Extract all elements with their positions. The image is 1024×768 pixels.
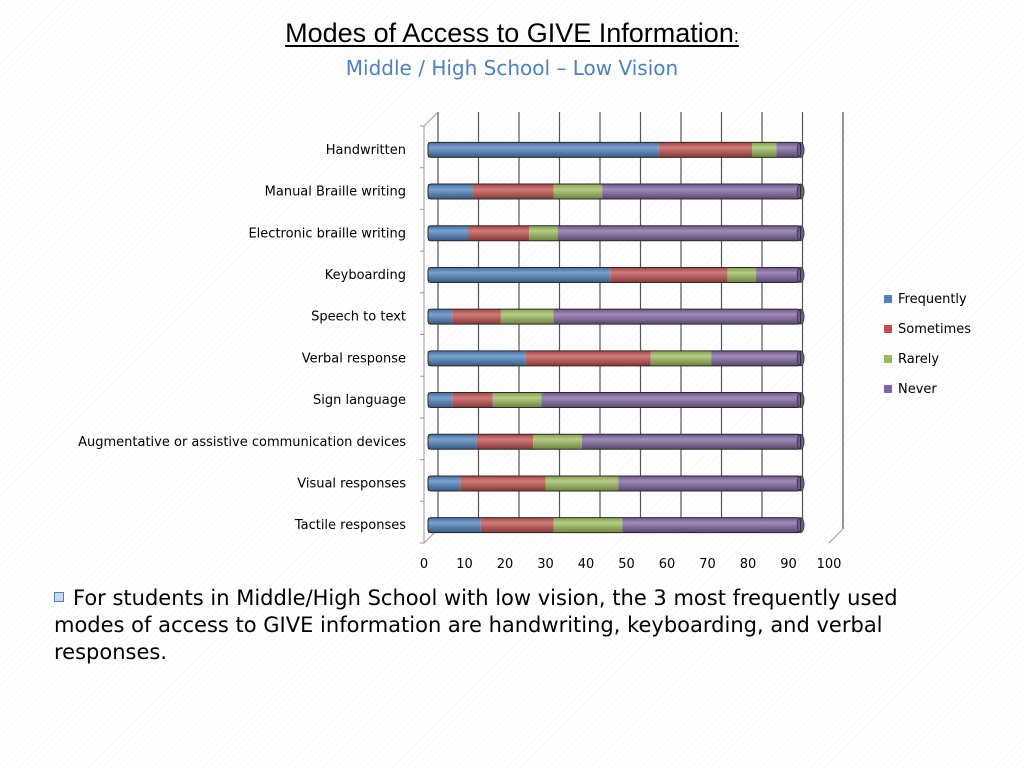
bar-sometimes <box>481 518 554 533</box>
summary-text: For students in Middle/High School with low vision, the 3 most frequently used modes of access to GIVE information are handwriting, keyboarding, and verbal responses. <box>54 586 898 664</box>
category-label: Sign language <box>312 393 406 409</box>
bar-rarely <box>554 184 603 199</box>
bar-sometimes <box>452 393 493 408</box>
bar-sometimes <box>610 267 727 282</box>
legend-label: Never <box>898 382 937 397</box>
bar-frequently <box>428 142 659 157</box>
x-tick-label: 40 <box>577 557 595 572</box>
x-tick-label: 50 <box>618 557 635 572</box>
bar-sometimes <box>525 351 651 366</box>
x-tick-label: 30 <box>537 557 554 572</box>
category-label: Augmentative or assistive communication devices <box>78 434 406 450</box>
axis-depth-line <box>424 112 438 126</box>
category-label: Handwritten <box>325 142 406 158</box>
bar-frequently <box>428 184 473 199</box>
bar-sometimes <box>477 434 534 449</box>
summary-note <box>54 585 974 666</box>
bar-rarely <box>501 309 554 324</box>
bar-never <box>712 351 801 366</box>
category-label: Verbal response <box>301 351 406 367</box>
bar-never <box>622 518 800 533</box>
bar-never <box>541 393 800 408</box>
bar-frequently <box>428 351 525 366</box>
bar-frequently <box>428 309 452 324</box>
x-tick-label: 70 <box>699 557 716 572</box>
x-tick-label: 20 <box>496 557 514 572</box>
category-label: Manual Braille writing <box>264 184 406 200</box>
category-label: Visual responses <box>297 476 406 492</box>
bar-rarely <box>533 434 582 449</box>
square-bullet-icon <box>54 592 64 602</box>
bar-rarely <box>651 351 712 366</box>
bar-rarely <box>554 518 623 533</box>
bar-frequently <box>428 393 452 408</box>
category-label: Keyboarding <box>324 267 406 283</box>
x-tick-label: 10 <box>456 557 473 572</box>
chart-title: Modes of Access to GIVE Information: <box>285 18 739 48</box>
x-tick-label: 60 <box>658 557 676 572</box>
bar-never <box>582 434 801 449</box>
bar-frequently <box>428 476 460 491</box>
bar-never <box>756 267 801 282</box>
bar-frequently <box>428 267 610 282</box>
bar-rarely <box>493 393 542 408</box>
legend-label: Rarely <box>898 352 940 367</box>
bar-rarely <box>545 476 618 491</box>
legend-swatch-rarely <box>884 355 892 363</box>
bar-never <box>558 226 801 241</box>
axis-depth-line <box>829 529 843 543</box>
x-tick-label: 90 <box>780 557 797 572</box>
legend-label: Frequently <box>898 292 967 307</box>
bar-frequently <box>428 434 477 449</box>
category-label: Speech to text <box>311 309 406 325</box>
x-tick-label: 0 <box>419 557 429 572</box>
chart-subtitle: Middle / High School – Low Vision <box>345 56 679 80</box>
bar-rarely <box>752 142 776 157</box>
bar-frequently <box>428 226 469 241</box>
bar-frequently <box>428 518 481 533</box>
bar-sometimes <box>473 184 554 199</box>
legend-label: Sometimes <box>898 322 972 337</box>
legend-swatch-never <box>884 385 892 393</box>
bar-rarely <box>529 226 557 241</box>
x-tick-label: 80 <box>739 557 757 572</box>
bar-never <box>554 309 801 324</box>
bar-never <box>618 476 800 491</box>
x-tick-label: 100 <box>816 557 842 572</box>
legend-swatch-frequently <box>884 295 892 303</box>
category-label: Tactile responses <box>294 518 406 534</box>
bar-sometimes <box>659 142 752 157</box>
bar-rarely <box>728 267 756 282</box>
bar-sometimes <box>469 226 530 241</box>
bar-sometimes <box>452 309 501 324</box>
bar-sometimes <box>460 476 545 491</box>
bar-never <box>602 184 800 199</box>
legend-swatch-sometimes <box>884 325 892 333</box>
category-label: Electronic braille writing <box>248 226 406 242</box>
